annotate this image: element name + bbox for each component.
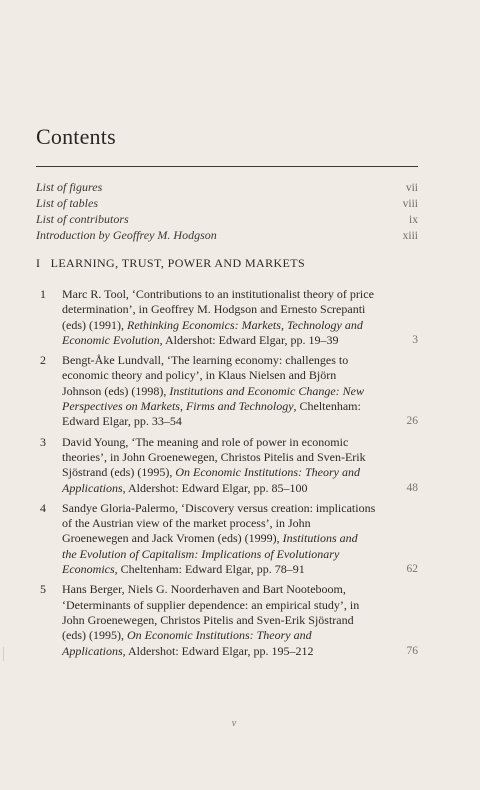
entry-page: 48 [406, 481, 418, 494]
entry-citation [62, 435, 384, 496]
entry-citation [62, 582, 384, 658]
entry-number: 4 [40, 500, 46, 515]
entry-number: 2 [40, 353, 46, 368]
citation-line: (eds) (1991), Rethinking Economics: Markets, Technology and [62, 317, 363, 332]
citation-line: Hans Berger, Niels G. Noorderhaven and Bart Nooteboom, [62, 582, 346, 597]
contents-entries [36, 287, 418, 659]
toc-entry [36, 287, 418, 348]
citation-line: Economics, Cheltenham: Edward Elgar, pp. 78–91 [62, 562, 305, 577]
part-heading: I LEARNING, TRUST, POWER AND MARKETS [36, 256, 306, 270]
front-matter-page: vii [405, 182, 418, 194]
front-matter-list [36, 180, 418, 244]
front-matter-label: List of tables [36, 196, 99, 210]
front-matter-label: Introduction by Geoffrey M. Hodgson [36, 228, 217, 242]
front-matter-item [36, 196, 418, 212]
citation-line: Marc R. Tool, ‘Contributions to an institutionalist theory of price [62, 287, 374, 301]
citation-line: Applications, Aldershot: Edward Elgar, pp. 195–212 [62, 643, 314, 658]
citation-line: Economic Evolution, Aldershot: Edward Elgar, pp. 19–39 [62, 332, 339, 347]
citation-line: the Evolution of Capitalism: Implications of Evolutionary [62, 546, 340, 561]
toc-entry [36, 501, 418, 577]
entry-page: 62 [406, 563, 418, 576]
citation-line: Sandye Gloria-Palermo, ‘Discovery versus creation: implications [62, 500, 376, 515]
citation-line: (eds) (1995), On Economic Institutions: Theory and [62, 628, 312, 643]
citation-line: ‘Determinants of supplier dependence: an empirical study’, in [62, 597, 360, 612]
entry-citation [62, 501, 384, 577]
front-matter-item [36, 228, 418, 244]
citation-line: David Young, ‘The meaning and role of power in economic [62, 434, 349, 449]
entry-page: 76 [406, 644, 418, 657]
citation-line: of the Austrian view of the market process’, in John [62, 516, 311, 531]
entry-citation [62, 353, 384, 429]
citation-line: Edward Elgar, pp. 33–54 [62, 414, 182, 429]
front-matter-page: viii [402, 198, 418, 210]
front-matter-page: ix [409, 214, 418, 226]
toc-entry [36, 582, 418, 658]
entry-number: 5 [40, 582, 46, 597]
toc-entry [36, 435, 418, 496]
entry-number: 3 [40, 434, 46, 449]
front-matter-item [36, 212, 418, 228]
front-matter-label: List of contributors [36, 212, 129, 226]
citation-line: Sjöstrand (eds) (1995), On Economic Institutions: Theory and [62, 465, 360, 480]
citation-line: theories’, in John Groenewegen, Christos Pitelis and Sven-Erik [62, 449, 366, 464]
citation-line: Groenewegen and Jack Vromen (eds) (1999), Institutions and [62, 531, 358, 546]
citation-line: determination’, in Geoffrey M. Hodgson and Ernesto Screpanti [62, 302, 366, 317]
entry-citation [62, 287, 384, 348]
page-number: v [231, 718, 237, 729]
front-matter-page: xiii [402, 230, 418, 242]
page-edge-mark [3, 647, 7, 661]
entry-number: 1 [40, 287, 46, 301]
citation-line: Bengt-Åke Lundvall, ‘The learning economy: challenges to [62, 353, 349, 368]
citation-line: Johnson (eds) (1998), Institutions and Economic Change: New [62, 383, 364, 398]
front-matter-label: List of figures [36, 180, 103, 194]
entry-page: 26 [406, 415, 418, 428]
citation-line: Perspectives on Markets, Firms and Technology, Cheltenham: [62, 399, 361, 414]
page-title: Contents [36, 124, 116, 149]
toc-entry [36, 353, 418, 429]
citation-line: John Groenewegen, Christos Pitelis and Sven-Erik Sjöstrand [62, 612, 354, 627]
entry-page: 3 [412, 333, 418, 346]
front-matter-item [36, 180, 418, 196]
citation-line: economic theory and policy’, in Klaus Nielsen and Björn [62, 368, 337, 383]
citation-line: Applications, Aldershot: Edward Elgar, pp. 85–100 [62, 480, 308, 495]
title-rule [36, 166, 418, 167]
